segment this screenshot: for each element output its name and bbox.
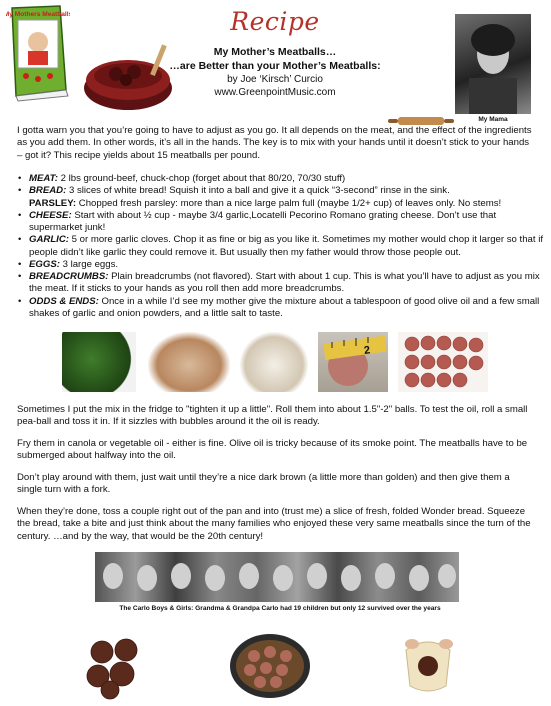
ruler-measure-photo <box>318 332 388 392</box>
parsley-photo <box>62 332 136 392</box>
garlic-photo <box>240 332 308 392</box>
method-paragraph-1: Sometimes I put the mix in the fridge to "tighten it up a little". Roll them into about 1.5"-2" balls. To test the oil, roll a small pea-ball and toss it in. If it sizzles with bubbles around it the oil is ready. <box>17 404 528 428</box>
ruler-number: 2 <box>363 344 372 357</box>
ingredient-text: Chopped fresh parsley: more than a nice large palm full (maybe 1/2+ cup) of leaves only. No stems! <box>76 197 502 209</box>
mama-photo <box>455 14 531 114</box>
ingredient-key: MEAT: <box>29 173 58 184</box>
ingredient-key: BREAD: <box>29 185 67 197</box>
method-paragraph-2: Fry them in canola or vegetable oil - either is fine. Olive oil is tricky because of its smoke point. The meatballs have to be submerged about halfway into the oil. <box>17 438 528 462</box>
cooked-meatballs-photo <box>82 630 148 700</box>
ingredient-key: BREADCRUMBS: <box>29 271 109 283</box>
ingredient-key: PARSLEY: <box>29 197 77 209</box>
ingredient-item <box>29 271 549 296</box>
ingredient-text: Plain breadcrumbs (not flavored). Start with about 1 cup. This is what you’ll have to adjust as you mix the meat. If it sticks to your hands as you roll then add more breadcrumbs. <box>29 271 540 295</box>
family-photo-strip <box>95 552 459 602</box>
ingredient-item <box>29 185 549 197</box>
ingredient-item <box>29 210 549 235</box>
ingredient-text: Start with about ½ cup - maybe 3/4 garlic,Locatelli Pecorino Romano grating cheese. Don’t use that supermarket junk! <box>29 209 497 234</box>
method-paragraph-4: When they’re done, toss a couple right out of the pan and into (trust me) a slice of fresh, folded Wonder bread. Squeeze the bread, take a bite and just think about the many families who enjoyed these very same meatballs since the turn of the century. …and by the way, that would be the 20th century! <box>17 506 531 542</box>
intro-paragraph: I gotta warn you that you’re going to have to adjust as you go. It all depends on the meat, and the effect of the ingredients as you add them. In other words, it’s all in the hands. The key is to mix with your hands until it doesn’t stick to your hands – got it? This recipe yields about 15 meatballs per pound. <box>17 125 532 161</box>
bread-photo <box>148 332 230 392</box>
photo-caption: My Mama <box>478 116 508 123</box>
family-photo-caption: The Carlo Boys & Girls: Grandma & Grandpa Carlo had 19 children but only 12 survived over the years <box>119 605 441 612</box>
ingredient-item <box>29 234 549 259</box>
method-paragraph-3: Don’t play around with them, just wait until they’re a nice dark brown (a little more than golden) and then give them a single turn with a fork. <box>17 472 510 496</box>
raw-meatballs-tray-photo <box>398 332 488 392</box>
ingredient-item <box>29 259 549 271</box>
ingredient-text: 3 slices of white bread! Squish it into a ball and give it a quick “3-second” rinse in the sink. <box>66 185 450 197</box>
ingredient-item <box>29 198 549 210</box>
cookbook-illustration <box>6 4 70 102</box>
website-link[interactable]: www.GreenpointMusic.com <box>214 87 336 98</box>
frying-pan-photo <box>228 630 312 700</box>
ingredient-text: Once in a while I’d see my mother give the mixture about a tablespoon of good olive oil and a few small shakes of garlic and onion powders, and a little salt to taste. <box>29 295 540 319</box>
ingredient-text: 5 or more garlic cloves. Chop it as fine or big as you like it. Sometimes my mother would chop it larger so that if people didn’t like garlic they could remove it. But usually then my father would throw those people out. <box>29 234 543 258</box>
byline: by Joe ‘Kirsch’ Curcio <box>227 74 323 85</box>
recipe-subtitle: My Mother’s Meatballs… <box>213 46 337 58</box>
book-title: My Mothers Meatballs <box>6 11 70 18</box>
ingredient-list <box>17 173 549 320</box>
recipe-title: Recipe <box>230 7 320 36</box>
ingredient-key: ODDS & ENDS: <box>29 295 99 307</box>
recipe-subtitle-2: …are Better than your Mother’s Meatballs: <box>169 60 381 72</box>
ingredient-key: GARLIC: <box>29 234 69 246</box>
meatball-sandwich-photo <box>398 630 458 700</box>
ingredient-key: EGGS: <box>29 258 60 270</box>
ingredient-key: CHEESE: <box>29 209 72 221</box>
ingredient-item <box>29 173 549 185</box>
ingredient-item <box>29 296 549 321</box>
ingredient-text: 2 lbs ground-beef, chuck-chop (forget about that 80/20, 70/30 stuff) <box>57 173 346 184</box>
ingredient-text: 3 large eggs. <box>59 258 119 270</box>
